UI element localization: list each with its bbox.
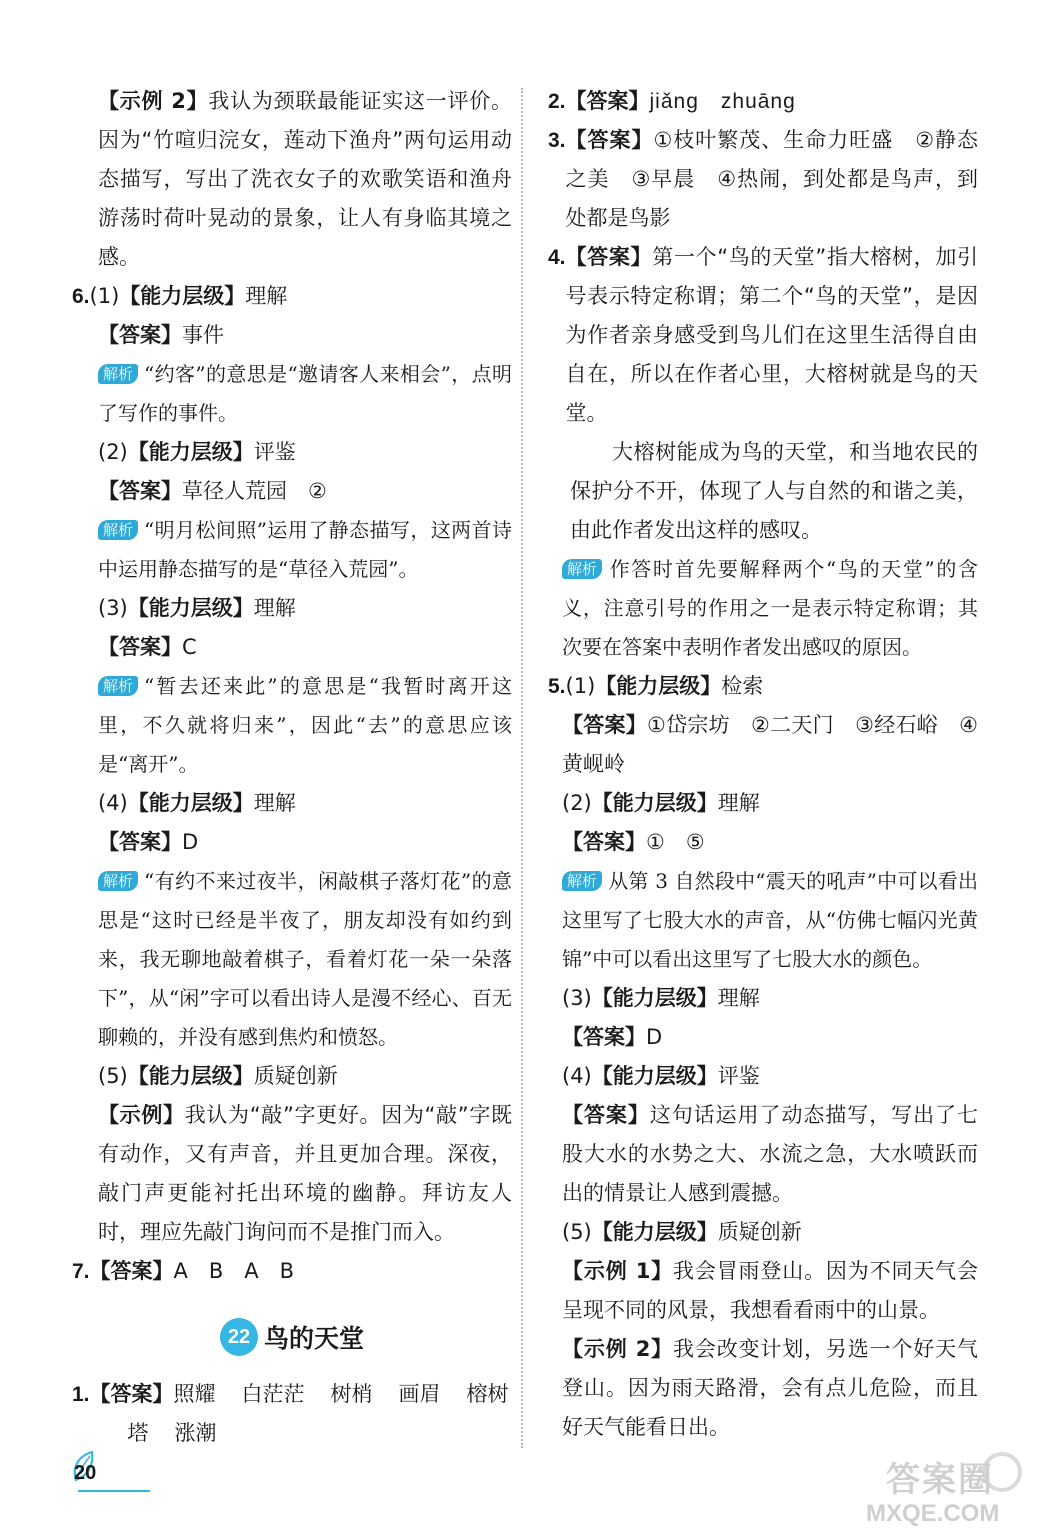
q5-3-answer: 【答案】D: [562, 1025, 663, 1049]
q6-4-analysis: 解析 “有约不来过夜半，闲敲棋子落灯花”的意思是“这时已经是半夜了，朋友却没有如约到来，我无聊地敲着棋子，看着灯花一朵一朵落下”，从“闲”字可以看出诗人是漫不经心、百无聊赖的，并没有感到焦灼和愤怒。: [98, 869, 512, 1049]
analysis-badge: 解析: [562, 559, 602, 579]
q5-5-example-1: 【示例 1】我会冒雨登山。因为不同天气会呈现不同的风景，我想看看雨中的山景。: [562, 1259, 978, 1322]
q6-2-analysis: 解析 “明月松间照”运用了静态描写，这两首诗中运用静态描写的是“草径入荒园”。: [98, 518, 512, 581]
q6-2-level: (2)【能力层级】评鉴: [98, 440, 296, 464]
answer-word: 白茫茫: [241, 1382, 305, 1406]
q6-1-answer: 【答案】事件: [98, 323, 224, 347]
q5-2-answer: 【答案】① ⑤: [562, 830, 705, 854]
lesson-title: 鸟的天堂: [263, 1324, 364, 1353]
analysis-badge: 解析: [98, 871, 138, 891]
watermark-text: 答案圈: [886, 1460, 994, 1500]
q3-answer: 3. 【答案】①枝叶繁茂、生命力旺盛 ②静态之美 ③早晨 ④热闹，到处都是鸟声，到处都是鸟影: [548, 128, 979, 230]
lesson22-q1-answer: 1. 【答案】照耀 白茫茫 树梢 画眉 榕树 塔 涨潮: [72, 1382, 509, 1445]
analysis-badge: 解析: [98, 676, 138, 696]
q6-2-answer: 【答案】草径人荒园 ②: [98, 479, 327, 503]
q2-answer: 2. 【答案】jiǎng zhuāng: [548, 89, 796, 113]
q5-example-2: 【示例 2】我认为颈联最能证实这一评价。因为“竹喧归浣女，莲动下渔舟”两句运用动态描写，写出了洗衣女子的欢歌笑语和渔舟游荡时荷叶晃动的景象，让人有身临其境之感。: [98, 89, 512, 269]
analysis-badge: 解析: [98, 520, 138, 540]
q6-4-level: (4)【能力层级】理解: [98, 791, 296, 815]
answer-word: 照耀: [173, 1382, 216, 1406]
lesson-heading: [72, 1309, 512, 1365]
answer-word: 涨潮: [174, 1421, 217, 1445]
q4-analysis: 解析 作答时首先要解释两个“鸟的天堂”的含义，注意引号的作用之一是表示特定称谓；其次要在答案中表明作者发出感叹的原因。: [562, 557, 978, 659]
right-column: [548, 82, 978, 1447]
q6-5-level: (5)【能力层级】质疑创新: [98, 1064, 338, 1088]
q7-answer: 7. 【答案】A B A B: [72, 1259, 295, 1283]
page-number: 20: [74, 1462, 97, 1484]
q6-3-answer: 【答案】C: [98, 635, 197, 659]
q5-2-analysis: 解析 从第 3 自然段中“震天的吼声”中可以看出这里写了七股大水的声音，从“仿佛七幅闪光黄锦”中可以看出这里写了七股大水的颜色。: [562, 869, 978, 971]
q6-1-level: 6. (1)【能力层级】理解: [72, 284, 288, 308]
left-column: [72, 82, 512, 1453]
q5-1-answer: 【答案】①岱宗坊 ②二天门 ③经石峪 ④黄岘岭: [562, 713, 979, 776]
footer-rule: [78, 1490, 150, 1492]
answer-word: 榕树: [466, 1382, 509, 1406]
q5-3-level: (3)【能力层级】理解: [562, 986, 760, 1010]
answer-word: 树梢: [330, 1382, 373, 1406]
q5-2-level: (2)【能力层级】理解: [562, 791, 760, 815]
column-divider: [521, 88, 523, 1448]
analysis-badge: 解析: [562, 871, 602, 891]
q5-5-level: (5)【能力层级】质疑创新: [562, 1220, 802, 1244]
q6-4-answer: 【答案】D: [98, 830, 199, 854]
watermark-url: MXQE.COM: [866, 1500, 1000, 1527]
q6-1-analysis: 解析 “约客”的意思是“邀请客人来相会”，点明了写作的事件。: [98, 362, 512, 425]
q6-3-level: (3)【能力层级】理解: [98, 596, 296, 620]
answer-word: 塔: [127, 1421, 149, 1445]
q5-4-answer: 【答案】这句话运用了动态描写，写出了七股大水的水势之大、水流之急，大水喷跃而出的情景让人感到震撼。: [562, 1103, 979, 1205]
analysis-badge: 解析: [98, 364, 138, 384]
answer-word: 画眉: [398, 1382, 441, 1406]
example-label: 【示例 2】: [98, 89, 209, 113]
q4-paragraph: 大榕树能成为鸟的天堂，和当地农民的保护分不开，体现了人与自然的和谐之美，由此作者发出这样的感叹。: [570, 440, 978, 542]
lesson-number-badge: 22: [220, 1318, 258, 1356]
q5-4-level: (4)【能力层级】评鉴: [562, 1064, 760, 1088]
q5-1-level: 5. (1)【能力层级】检索: [548, 674, 764, 698]
q5-5-example-2: 【示例 2】我会改变计划，另选一个好天气登山。因为雨天路滑，会有点儿危险，而且好天气能看日出。: [562, 1337, 978, 1439]
q6-3-analysis: 解析 “暂去还来此”的意思是“我暂时离开这里，不久就将归来”，因此“去”的意思应该是“离开”。: [98, 674, 512, 776]
q4-answer: 4. 【答案】第一个“鸟的天堂”指大榕树，加引号表示特定称谓；第二个“鸟的天堂”，是因为作者亲身感受到鸟儿们在这里生活得自由自在，所以在作者心里，大榕树就是鸟的天堂。: [548, 245, 979, 425]
q6-5-example: 【示例】我认为“敲”字更好。因为“敲”字既有动作，又有声音，并且更加合理。深夜，敲门声更能衬托出环境的幽静。拜访友人时，理应先敲门询问而不是推门而入。: [98, 1103, 512, 1244]
